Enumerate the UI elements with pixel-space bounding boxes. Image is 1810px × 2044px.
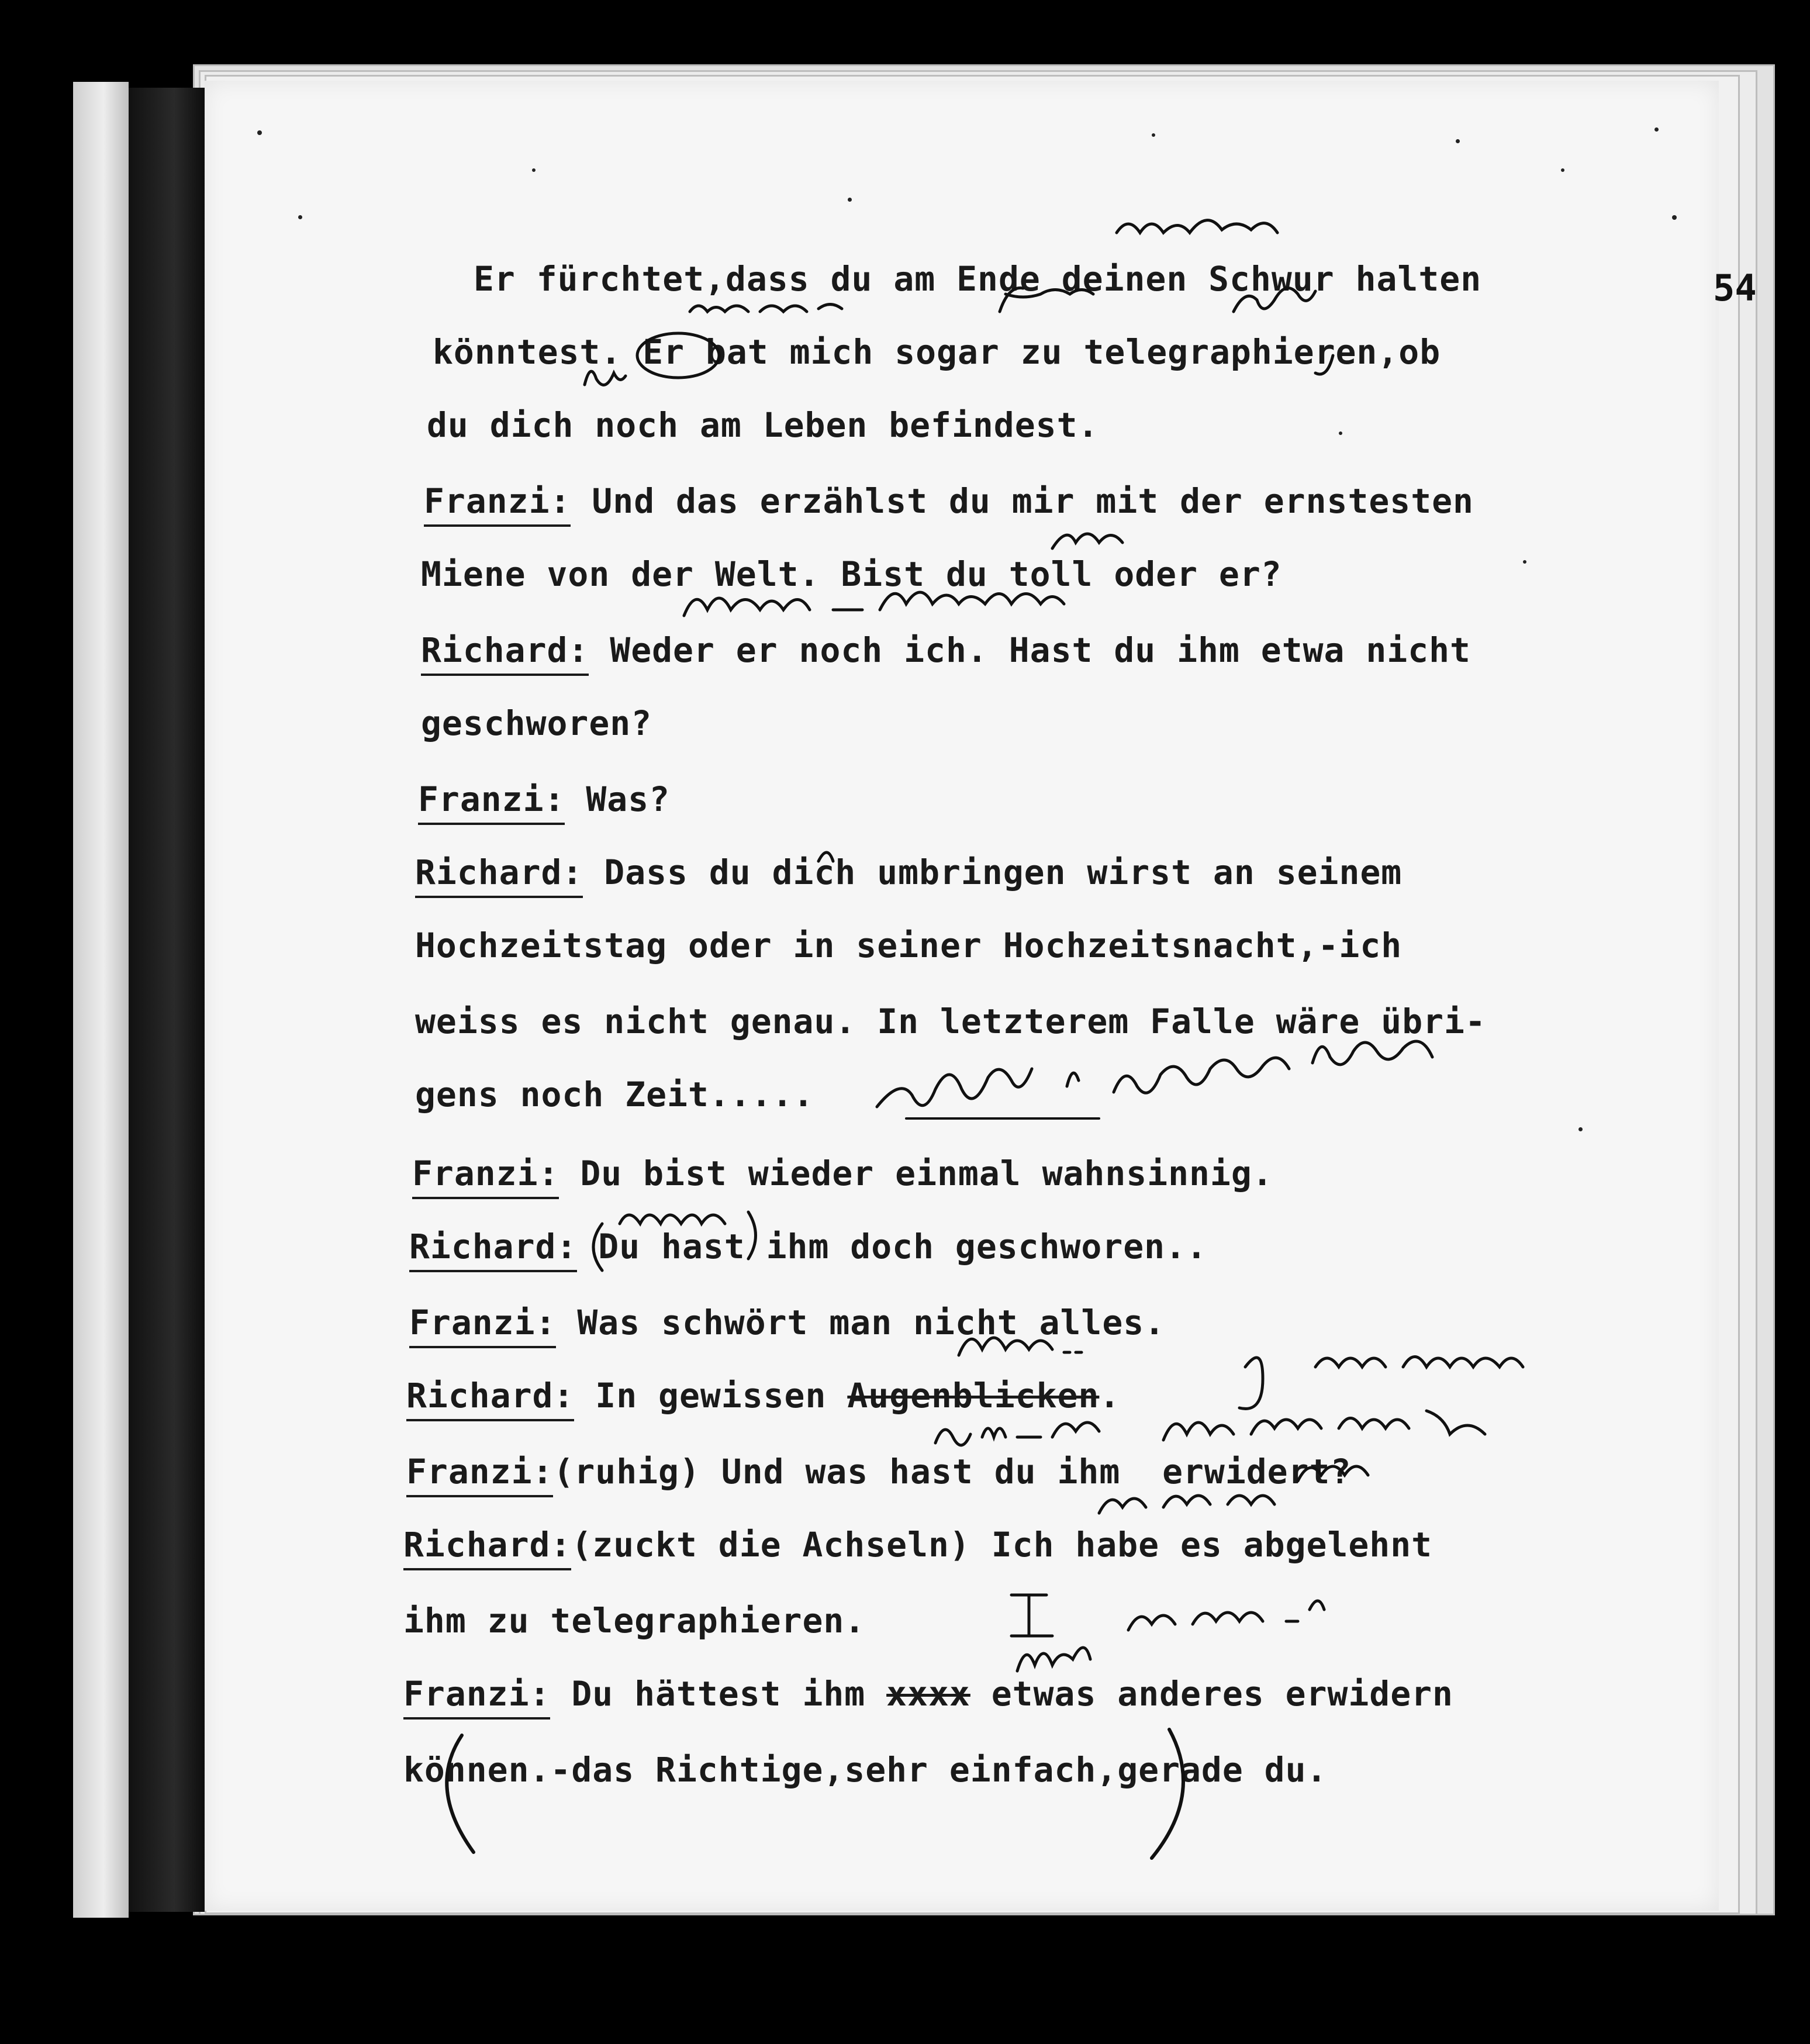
- dialogue-line: Richard:(zuckt die Achseln) Ich habe es abgelehnt: [403, 1525, 1432, 1565]
- handwritten-annotations: [205, 81, 1719, 1911]
- dialogue-line: Franzi:(ruhig) Und was hast du ihm erwidert?: [406, 1452, 1351, 1491]
- speaker-label: Richard:: [403, 1525, 571, 1570]
- struck-word: xxxx: [886, 1674, 970, 1714]
- dialogue-line: Richard: In gewissen Augenblicken.: [406, 1376, 1120, 1415]
- text-line: weiss es nicht genau. In letzterem Falle wäre übri-: [415, 1002, 1486, 1041]
- ink-speck: [257, 130, 262, 135]
- dialogue-line: Franzi: Was schwört man nicht alles.: [409, 1303, 1165, 1342]
- ink-speck: [1561, 168, 1564, 172]
- dialogue-line: Franzi: Was?: [418, 779, 670, 819]
- page-number: 54: [1713, 267, 1757, 309]
- ink-speck: [1523, 560, 1526, 564]
- ink-speck: [1152, 133, 1155, 137]
- dialogue-line: Franzi: Du hättest ihm xxxx etwas anderes erwidern: [403, 1674, 1453, 1714]
- dialogue-line: Franzi: Du bist wieder einmal wahnsinnig.: [412, 1154, 1273, 1193]
- text-line: Miene von der Welt. Bist du toll oder er?: [421, 554, 1282, 594]
- ink-speck: [1339, 431, 1342, 435]
- text-line: können.-das Richtige,sehr einfach,gerade du.: [403, 1750, 1328, 1790]
- dialogue-line: Richard: Du hast ihm doch geschworen..: [409, 1227, 1207, 1266]
- dialogue-line: Franzi: Und das erzählst du mir mit der ernstesten: [424, 481, 1474, 521]
- dialogue-line: Richard: Weder er noch ich. Hast du ihm etwa nicht: [421, 630, 1471, 670]
- text-line: ihm zu telegraphieren.: [403, 1601, 866, 1641]
- ink-speck: [298, 215, 302, 219]
- speaker-label: Franzi:: [424, 481, 571, 527]
- ink-speck: [848, 198, 852, 202]
- speaker-label: Franzi:: [403, 1674, 550, 1720]
- speaker-label: Franzi:: [409, 1303, 556, 1348]
- text-line: gens noch Zeit.....: [415, 1075, 814, 1114]
- speaker-label: Richard:: [421, 630, 589, 676]
- text-line: könntest. Er bat mich sogar zu telegraphieren,ob: [433, 332, 1441, 372]
- speaker-label: Richard:: [415, 852, 583, 898]
- text-line: geschworen?: [421, 703, 652, 743]
- binding-shadow: [129, 88, 205, 1912]
- typescript-page: [205, 81, 1757, 1911]
- speaker-label: Franzi:: [406, 1452, 553, 1497]
- speaker-label: Richard:: [409, 1227, 577, 1272]
- ink-speck: [532, 168, 536, 172]
- speaker-label: Franzi:: [412, 1154, 559, 1199]
- ink-speck: [1654, 127, 1659, 132]
- speaker-label: Richard:: [406, 1376, 574, 1421]
- struck-word: Augenblicken: [847, 1376, 1100, 1415]
- text-line: Hochzeitstag oder in seiner Hochzeitsnacht,-ich: [415, 926, 1403, 965]
- text-line: Er fürchtet,dass du am Ende deinen Schwur halten: [474, 259, 1482, 299]
- text-line: du dich noch am Leben befindest.: [427, 405, 1099, 445]
- dialogue-line: Richard: Dass du dich umbringen wirst an seinem: [415, 852, 1402, 892]
- ink-speck: [1672, 215, 1677, 220]
- speaker-label: Franzi:: [418, 779, 565, 825]
- torn-page-edge: [73, 82, 129, 1918]
- ink-speck: [1578, 1127, 1583, 1131]
- ink-speck: [1456, 139, 1460, 143]
